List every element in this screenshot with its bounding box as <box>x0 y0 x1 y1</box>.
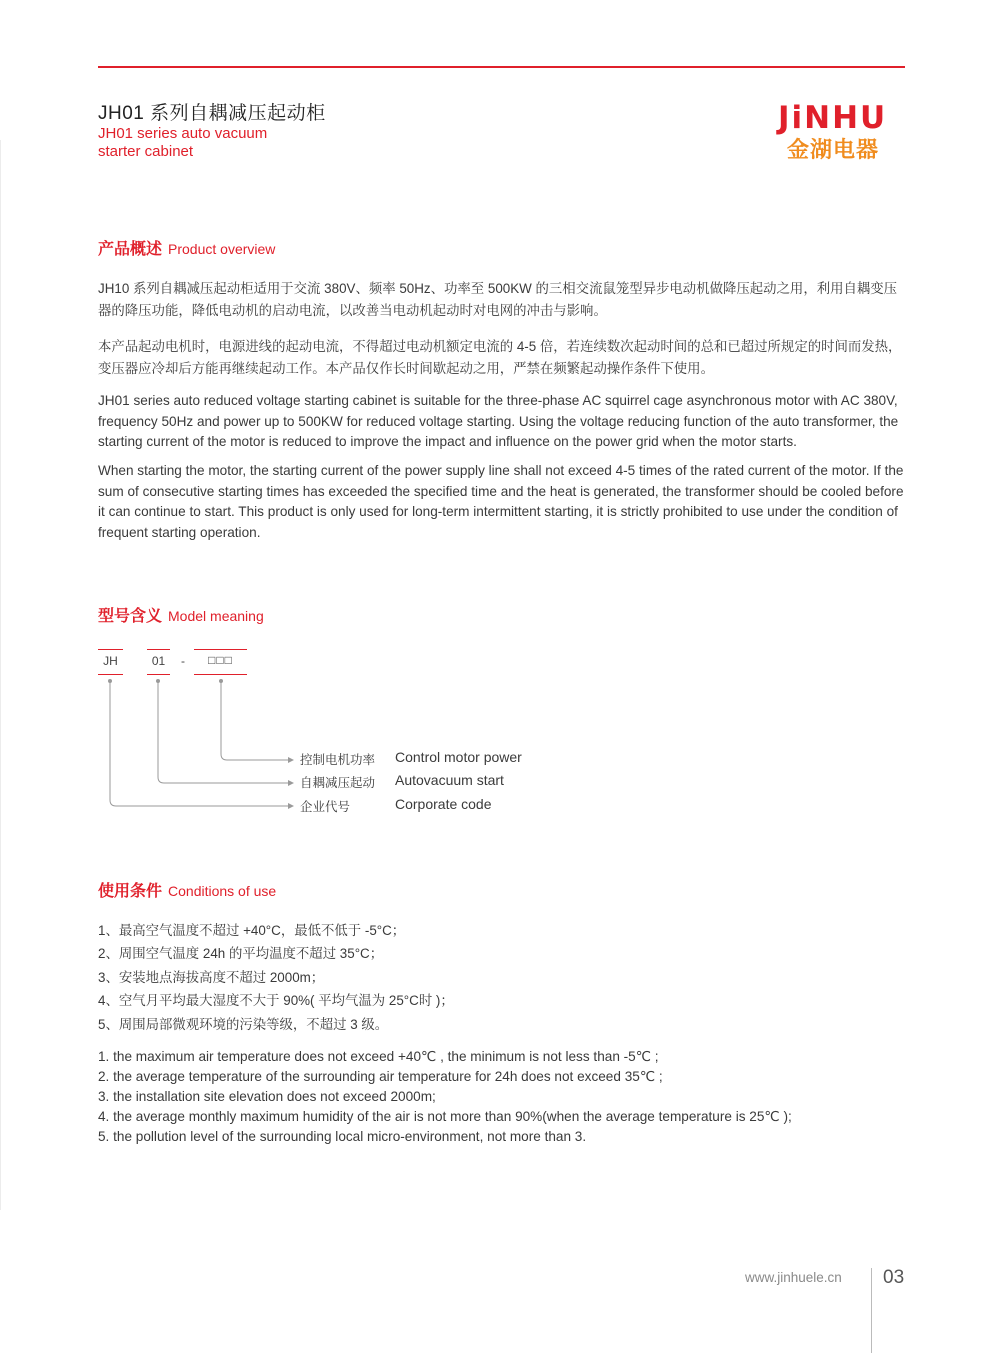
page-title-en-line1: JH01 series auto vacuum <box>98 125 268 142</box>
code-top-line-2 <box>147 649 170 650</box>
code-top-line-1 <box>98 649 123 650</box>
model-label-power-cn: 控制电机功率 <box>300 753 376 767</box>
connector-arrow-power <box>288 757 294 763</box>
logo-text-en: JiNHU <box>778 100 888 136</box>
model-code-dash: - <box>181 654 185 668</box>
connector-arrow-series <box>288 780 294 786</box>
model-label-series-cn: 自耦减压起动 <box>300 776 376 790</box>
conditions-heading <box>98 878 276 901</box>
condition-cn-5: 5、周围局部微观环境的污染等级，不超过 3 级。 <box>98 1017 389 1032</box>
condition-cn-4: 4、空气月平均最大湿度不大于 90%( 平均气温为 25°C时 )； <box>98 993 454 1008</box>
connector-dot-series <box>156 679 160 683</box>
model-label-company-en: Corporate code <box>395 796 492 812</box>
code-top-line-3 <box>194 649 247 650</box>
condition-en-4: 4. the average monthly maximum humidity of the air is not more than 90%(when the average temperature is 25℃ ); <box>98 1109 792 1124</box>
model-code-series: 01 <box>151 654 166 668</box>
condition-cn-1: 1、最高空气温度不超过 +40°C，最低不低于 -5°C； <box>98 923 406 938</box>
connector-arrow-company <box>288 803 294 809</box>
overview-paragraph-cn-1: JH10 系列自耦减压起动柜适用于交流 380V、频率 50Hz、功率至 500KW 的三相交流鼠笼型异步电动机做降压起动之用，利用自耦变压器的降压功能，降低电动机的启动电流，以改善当电动机起动时对电网的冲击与影响。 <box>98 281 898 318</box>
brand-logo <box>778 100 908 160</box>
overview-heading-en: Product overview <box>168 241 276 257</box>
condition-cn-3: 3、安装地点海拔高度不超过 2000m； <box>98 970 325 985</box>
model-label-series-en: Autovacuum start <box>395 772 504 788</box>
connector-series <box>158 682 288 783</box>
conditions-heading-cn: 使用条件 <box>98 883 163 900</box>
model-heading-en: Model meaning <box>168 608 264 624</box>
model-label-power-en: Control motor power <box>395 749 522 765</box>
footer-divider <box>871 1268 872 1353</box>
connector-company <box>110 682 288 806</box>
overview-heading <box>98 236 275 259</box>
condition-en-3: 3. the installation site elevation does not exceed 2000m; <box>98 1089 436 1104</box>
model-heading-cn: 型号含义 <box>98 608 163 625</box>
connector-dot-company <box>108 679 112 683</box>
page-title-en-line2: starter cabinet <box>98 143 194 160</box>
footer-website: www.jinhuele.cn <box>745 1270 842 1285</box>
condition-cn-2: 2、周围空气温度 24h 的平均温度不超过 35°C； <box>98 946 384 961</box>
connector-dot-power <box>219 679 223 683</box>
model-code-company: JH <box>103 654 118 668</box>
condition-en-2: 2. the average temperature of the surrounding air temperature for 24h does not exceed 35℃ ; <box>98 1069 663 1084</box>
code-bottom-line-1 <box>98 674 123 675</box>
connector-power <box>221 682 288 760</box>
model-label-company-cn: 企业代号 <box>300 800 351 814</box>
overview-paragraph-en-1: JH01 series auto reduced voltage starting cabinet is suitable for the three-phase AC squirrel cage asynchronous motor with AC 380V, frequency 50Hz and power up to 500KW for reduced voltage starting. Using the voltage reducing function of the auto transformer, the starting current of the motor is reduced to improve the impact and influence on the power grid when the motor starts. <box>98 393 899 449</box>
code-bottom-line-3 <box>194 674 247 675</box>
overview-paragraph-cn-2: 本产品起动电机时，电源进线的起动电流，不得超过电动机额定电流的 4-5 倍，若连续数次起动时间的总和已超过所规定的时间而发热，变压器应冷却后方能再继续起动工作。本产品仅作长时间歇起动之用，严禁在频繁起动操作条件下使用。 <box>98 339 902 376</box>
page-edge <box>0 140 1 1210</box>
page-number: 03 <box>883 1267 905 1288</box>
top-rule <box>98 66 905 68</box>
condition-en-5: 5. the pollution level of the surrounding local micro-environment, not more than 3. <box>98 1129 587 1144</box>
condition-en-1: 1. the maximum air temperature does not exceed +40℃ , the minimum is not less than -5℃ ; <box>98 1049 659 1064</box>
page-title-cn: JH01 系列自耦减压起动柜 <box>98 103 326 124</box>
model-heading <box>98 603 264 626</box>
overview-paragraph-en-2: When starting the motor, the starting current of the power supply line shall not exceed 4-5 times of the rated current of the motor. If the sum of consecutive starting times has exceeded the specified time and the heat is generated, the transformer should be cooled before it can continue to start. This product is only used for long-term intermittent starting, it is strictly prohibited to use under the condition of frequent starting operation. <box>98 463 904 540</box>
overview-heading-cn: 产品概述 <box>98 241 163 258</box>
conditions-heading-en: Conditions of use <box>168 883 277 899</box>
code-bottom-line-2 <box>147 674 170 675</box>
model-code-power: □□□ <box>208 653 233 667</box>
logo-text-cn: 金湖电器 <box>787 137 880 162</box>
page-title-en <box>98 125 267 161</box>
